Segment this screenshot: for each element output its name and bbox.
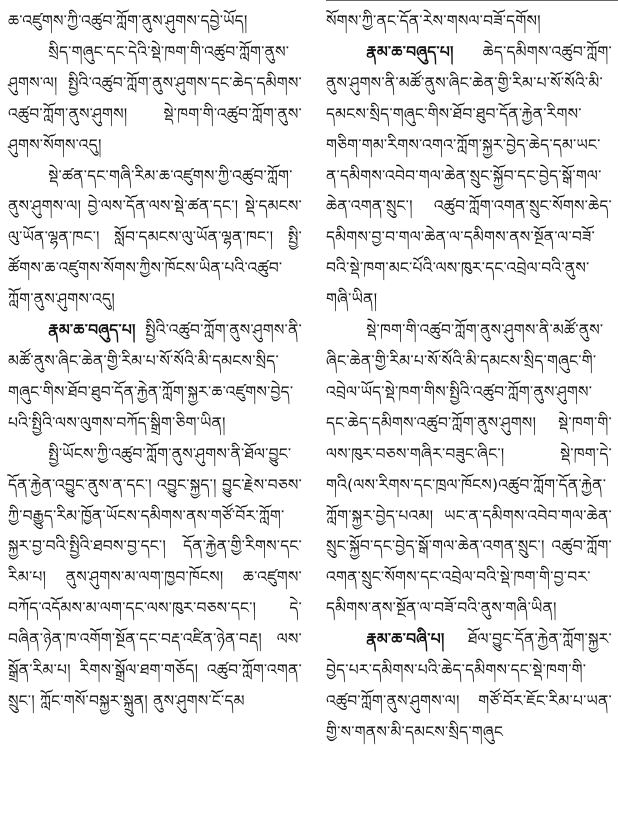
paragraph-5 xyxy=(8,439,302,717)
section-heading: རྣམ་ཆ་བཞུད་པ། xyxy=(366,42,454,61)
paragraph-text: ཆ་འཛུགས་ཀྱི་འཚུབ་ཀློག་ནུས་ཤུགས་དབྱེ་ཡོད། xyxy=(8,12,248,30)
paragraph-9 xyxy=(326,624,612,748)
paragraph-text: སྤྱི་ཡོངས་ཀྱི་འཚུབ་ཀློག་ནུས་ཤུགས་ནི་ཐོལ་བྱུང་དོན་རྐྱེན་འབྱུང་ནུས་ན་དང་། འབྱུང་སྐྱད་། བྱུང་རྗེས་བཅས་ཀྱི་བརྒྱུད་རིམ་ཁྱོན་ཡོངས་དམིགས་ནས་གཙོ་བོར་ཀློག་སྐྱར་བྱ་བའི་སྤྱིའི་ཐབས་བྱ་དང་། དོན་རྐྱེན་གྱི་རིགས་དང་རིམ་པ། ནུས་ཤུགས་མ་ལག་ཁྱབ་ཁོངས། ཆ་འཛུགས་བཀོད་འདོམས་མ་ལག་དང་ལས་ཁུར་བཅས་དང་། དེ་བཞིན་ཉེན་ཁ་འགོག་སྔོན་དང་བརྡ་འཛིན་ཉེན་བརྡ། ལས་སྒྲོན་རིམ་པ། རིགས་སྒྲོལ་ཐག་གཅོད། འཚུབ་ཀློག་འགན་སྲུང་། ཀློང་གསོ་བསྐྱར་སྐྲུན། ནུས་ཤུགས་ངོ་དམ xyxy=(8,444,302,710)
paragraph-text: སོགས་ཀྱི་ནང་དོན་རེས་གསལ་བཟོ་དགོས། xyxy=(326,12,541,30)
paragraph-text: སྡེ་ཚན་དང་གཞི་རིམ་ཆ་འཛུགས་ཀྱི་འཚུབ་ཀློག་ནུས་ཤུགས་ལ། བྱེ་ལས་དོན་ལས་སྡེ་ཚན་དང་། སྡེ་དམངས་ལུ་ཡོན་ལྷན་ཁང་། སློབ་དམངས་ལུ་ཡོན་ལྷན་ཁང་། སྤྱི་ཚོགས་ཆ་འཛུགས་སོགས་ཀྱིས་ཁོངས་ཡིན་པའི་འཚུབ་ཀློག་ནུས་ཤུགས་འདུ། xyxy=(8,166,302,309)
paragraph-1 xyxy=(8,6,302,37)
paragraph-text: ཆེད་དམིགས་འཚུབ་ཀློག་ནུས་ཤུགས་ནི་མཚོ་ནུས་ཞིང་ཆེན་གྱི་རིམ་པ་སོ་སོའི་མི་དམངས་སྲིད་གཞུང་གིས་ཐོབ་ཐུབ་དོན་རྐྱེན་རིགས་གཅིག་གམ་རིགས་འགའ་ཀློག་སྐྱར་བྱེད་ཆེད་དམ་ཡང་ན་དམིགས་འབེབ་གལ་ཆེན་སྲུང་སྐྱོབ་དང་བྱེད་སྒོ་གལ་ཆེན་འགན་སྲུང་། འཚུབ་ཀློག་འགན་སྲུང་སོགས་ཆེད་དམིགས་བྱ་བ་གལ་ཆེན་ལ་དམིགས་ནས་སྔོན་ལ་བཟོ་བའི་སྡེ་ཁག་མང་པོའི་ལས་ཁུར་དང་འབྲེལ་བའི་ནུས་གཞི་ཡིན། xyxy=(326,42,612,309)
paragraph-2 xyxy=(8,37,302,161)
paragraph-text: ཐོལ་བྱུང་དོན་རྐྱེན་ཀློག་སྐྱར་བྱེད་པར་དམིགས་པའི་ཆེད་དམིགས་དང་སྡེ་ཁག་གི་འཚུབ་ཀློག་ནུས་ཤུགས་ལ། གཙོ་བོར་ཇོང་རིམ་པ་ཡན་གྱི་ས་གནས་མི་དམངས་སྲིད་གཞུང xyxy=(326,630,612,741)
paragraph-text: སྡེ་ཁག་གི་འཚུབ་ཀློག་ནུས་ཤུགས་ནི་མཚོ་ནུས་ཞིང་ཆེན་གྱི་རིམ་པ་སོ་སོའི་མི་དམངས་སྲིད་གཞུང་གི་འབྲེལ་ཡོད་སྡེ་ཁག་གིས་སྤྱིའི་འཚུབ་ཀློག་ནུས་ཤུགས་དང་ཆེད་དམིགས་འཚུབ་ཀློག་ནུས་ཤུགས། སྡེ་ཁག་གི་ལས་ཁུར་བཅས་གཞིར་བཟུང་ཞིང་། སྡེ་ཁག་དེ་གའི(ལས་རིགས་དང་ཁྲལ་ཁོངས)འཚུབ་ཀློག་དོན་རྐྱེན་ཀློག་སྐྱར་བྱེད་པའམ། ཡང་ན་དམིགས་འབེབ་གལ་ཆེན་སྲུང་སྐྱོབ་དང་བྱེད་སྒོ་གལ་ཆེན་འགན་སྲུང་། འཚུབ་ཀློག་འགན་སྲུང་སོགས་དང་འབྲེལ་བའི་སྡེ་ཁག་གི་བྱ་བར་དམིགས་ནས་སྔོན་ལ་བཟོ་བའི་ནུས་གཞི་ཡིན། xyxy=(326,321,612,618)
paragraph-8 xyxy=(326,315,612,624)
paragraph-text: སྤྱིའི་འཚུབ་ཀློག་ནུས་ཤུགས་ནི་མཚོ་ནུས་ཞིང་ཆེན་གྱི་རིམ་པ་སོ་སོའི་མི་དམངས་སྲིད་གཞུང་གིས་ཐོབ་ཐུབ་དོན་རྐྱེན་ཀློག་སྐྱར་ཆ་འཛུགས་བྱེད་པའི་སྤྱིའི་ལས་ལུགས་བཀོད་སྒྲིག་ཅིག་ཡིན། xyxy=(8,321,302,432)
right-column xyxy=(326,6,612,834)
paragraph-4 xyxy=(8,315,302,439)
paragraph-6 xyxy=(326,6,612,37)
paragraph-7 xyxy=(326,37,612,315)
section-heading: རྣམ་ཆ་བཞུད་པ། xyxy=(48,321,136,340)
top-rule xyxy=(326,0,618,1)
paragraph-3 xyxy=(8,161,302,316)
section-heading: རྣམ་ཆ་བཞི་པ། xyxy=(366,630,445,649)
left-column xyxy=(8,6,302,834)
paragraph-text: སྲིད་གཞུང་དང་དེའི་སྡེ་ཁག་གི་འཚུབ་ཀློག་ནུས་ཤུགས་ལ། སྤྱིའི་འཚུབ་ཀློག་ནུས་ཤུགས་དང་ཆེད་དམིགས་འཚུབ་ཀློག་ནུས་ཤུགས། སྡེ་ཁག་གི་འཚུབ་ཀློག་ནུས་ཤུགས་སོགས་འདུ། xyxy=(8,42,302,154)
